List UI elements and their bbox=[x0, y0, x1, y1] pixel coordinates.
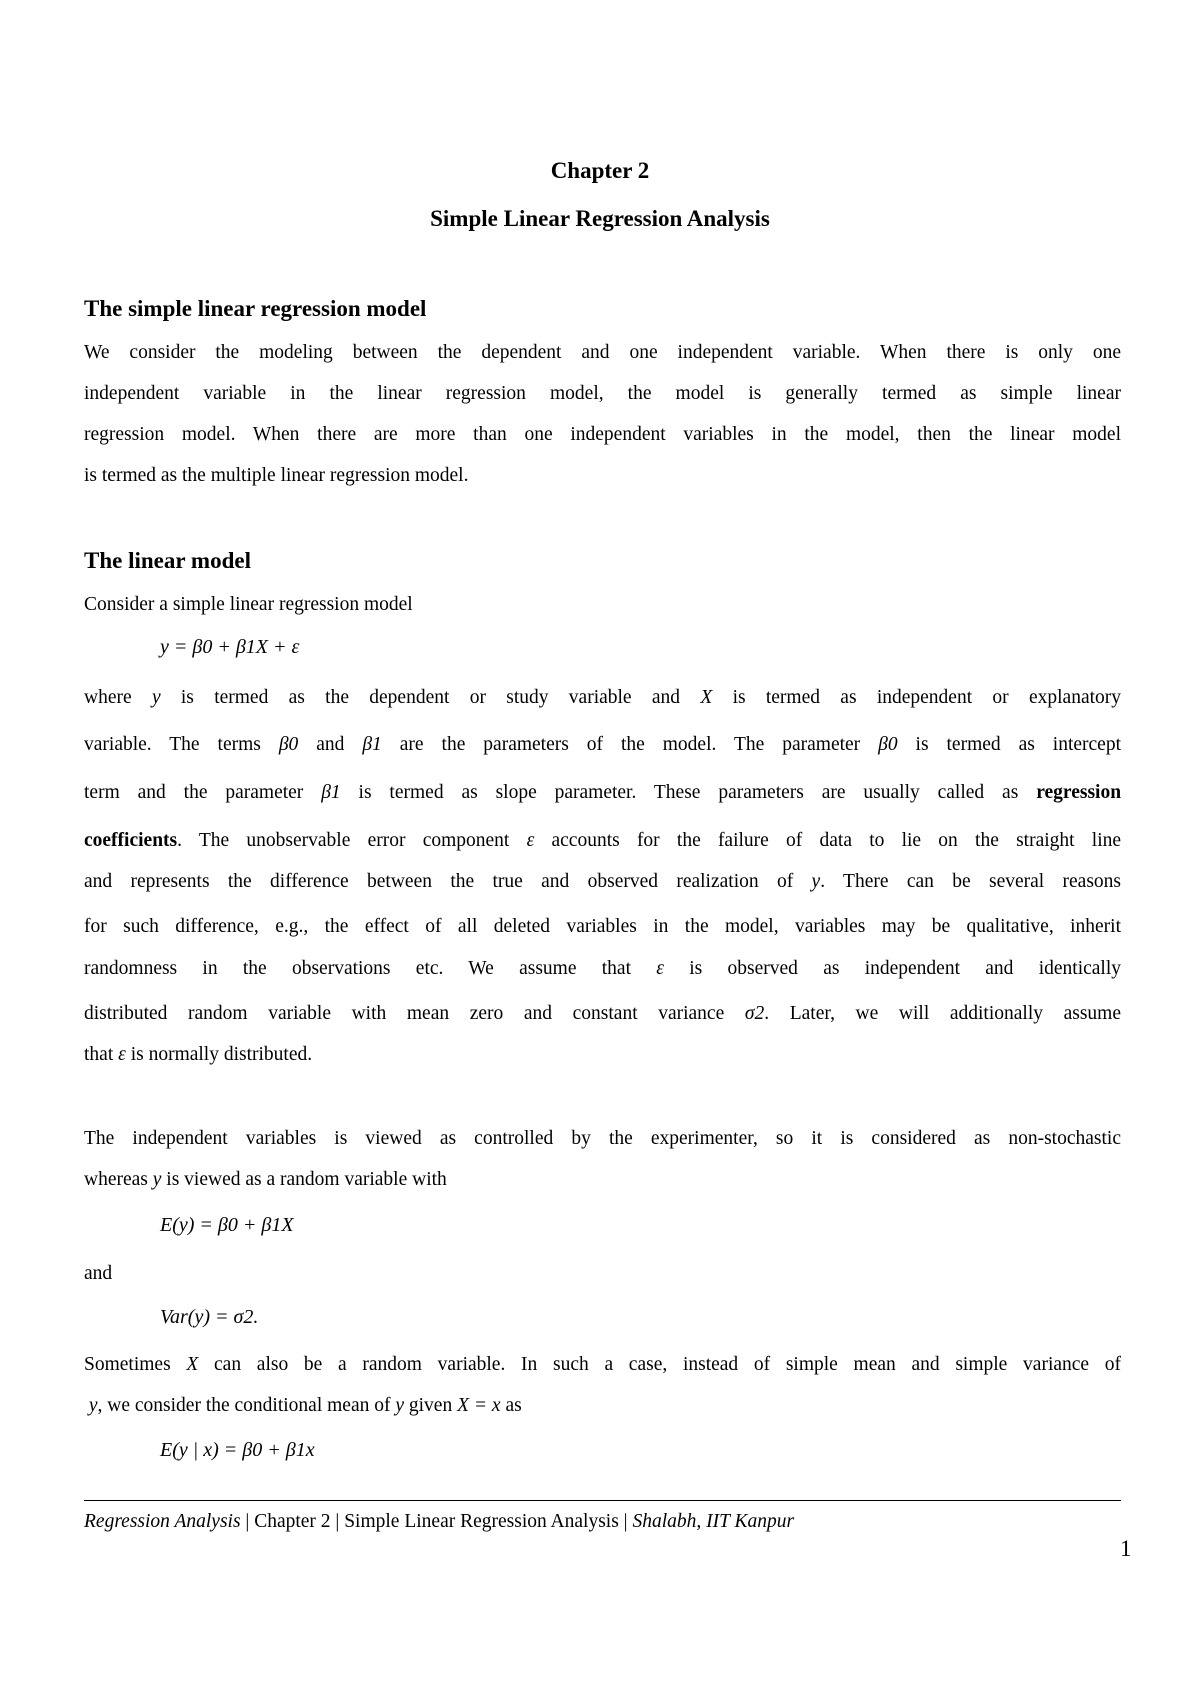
paragraph-line: Sometimes X can also be a random variable. In such a case, instead of simple mean and simple variance of bbox=[84, 1354, 1122, 1375]
paragraph-line: distributed random variable with mean zero and constant variance σ2. Later, we will additionally assume bbox=[84, 1003, 1121, 1024]
paragraph-line: term and the parameter β1 is termed as slope parameter. These parameters are usually called as regression bbox=[84, 782, 1122, 803]
equation-model: y = β0 + β1X + ε bbox=[160, 636, 300, 658]
footer bbox=[84, 1511, 794, 1533]
paragraph-line: where y is termed as the dependent or study variable and X is termed as independent or explanatory bbox=[84, 687, 1122, 708]
paragraph-line: for such difference, e.g., the effect of all deleted variables in the model, variables may be qualitative, inherit bbox=[84, 916, 1121, 937]
paragraph-line: and represents the difference between the true and observed realization of y. There can be several reasons bbox=[84, 871, 1122, 892]
page-number: 1 bbox=[1120, 1536, 1132, 1561]
paragraph-line: randomness in the observations etc. We assume that ε is observed as independent and identically bbox=[84, 958, 1122, 979]
footer-divider bbox=[84, 1500, 1121, 1501]
footer-book-title: Regression Analysis bbox=[84, 1511, 241, 1532]
paragraph-line: that ε is normally distributed. bbox=[84, 1044, 313, 1065]
paragraph-line: The independent variables is viewed as controlled by the experimenter, so it is considered as non-stochastic bbox=[84, 1128, 1121, 1149]
paragraph-line: Consider a simple linear regression model bbox=[84, 594, 413, 615]
equation-expectation: E(y) = β0 + β1X bbox=[160, 1214, 294, 1236]
paragraph-line: We consider the modeling between the dependent and one independent variable. When there is only one bbox=[84, 342, 1121, 363]
chapter-title: Simple Linear Regression Analysis bbox=[430, 206, 770, 231]
paragraph-line: whereas y is viewed as a random variable with bbox=[84, 1169, 447, 1190]
chapter-label: Chapter 2 bbox=[550, 158, 650, 183]
footer-author: Shalabh, IIT Kanpur bbox=[632, 1511, 795, 1532]
paragraph-line: y, we consider the conditional mean of y given X = x as bbox=[88, 1395, 522, 1416]
footer-chapter: | Chapter 2 | Simple Linear Regression Analysis | bbox=[240, 1511, 633, 1532]
equation-variance: Var(y) = σ2. bbox=[160, 1306, 259, 1328]
paragraph-line: regression model. When there are more than one independent variables in the model, then the linear model bbox=[84, 424, 1121, 445]
paragraph-line: independent variable in the linear regression model, the model is generally termed as simple linear bbox=[84, 383, 1121, 404]
paragraph-line: variable. The terms β0 and β1 are the parameters of the model. The parameter β0 is termed as intercept bbox=[84, 734, 1121, 755]
paragraph-line: coefficients. The unobservable error component ε accounts for the failure of data to lie on the straight line bbox=[84, 830, 1122, 851]
equation-conditional-mean: E(y | x) = β0 + β1x bbox=[160, 1439, 315, 1461]
paragraph-line: and bbox=[84, 1263, 113, 1284]
paragraph-line: is termed as the multiple linear regression model. bbox=[84, 465, 469, 486]
section-heading-model: The simple linear regression model bbox=[84, 296, 427, 321]
section-heading-linear-model: The linear model bbox=[84, 548, 251, 573]
